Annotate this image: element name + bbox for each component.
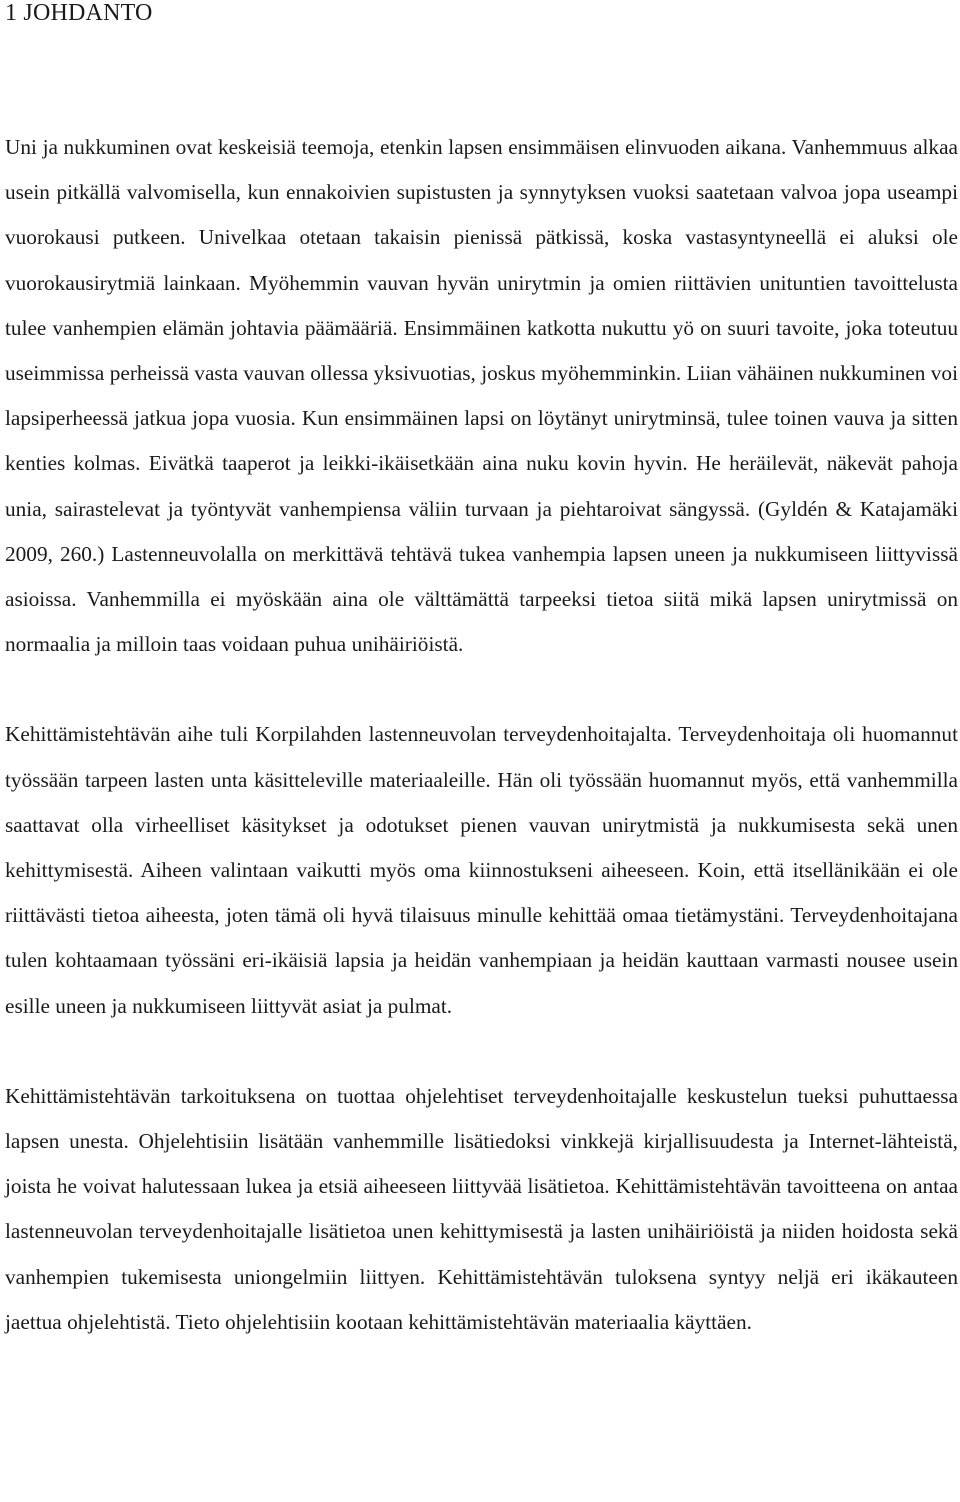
paragraph-introduction: Uni ja nukkuminen ovat keskeisiä teemoja, etenkin lapsen ensimmäisen elinvuoden aikana. Vanhemmuus alkaa usein pitkällä valvomisella, kun ennakoivien supistusten ja synnytyksen vuoksi saatetaan valvoa jopa useampi vuorokausi putkeen. Univelkaa otetaan takaisin pienissä pätkissä, koska vastasyntyneellä ei aluksi ole vuorokausirytmiä lainkaan. Myöhemmin vauvan hyvän unirytmin ja omien riittävien unituntien tavoittelusta tulee vanhempien elämän johtavia päämääriä. Ensimmäinen katkotta nukuttu yö on suuri tavoite, joka toteutuu useimmissa perheissä vasta vauvan ollessa yksivuotias, joskus myöhemminkin. Liian vähäinen nukkuminen voi lapsiperheessä jatkua jopa vuosia. Kun ensimmäinen lapsi on löytänyt unirytminsä, tulee toinen vauva ja sitten kenties kolmas. Eivätkä taaperot ja leikki-ikäisetkään aina nuku kovin hyvin. He heräilevät, näkevät pahoja unia, sairastelevat ja työntyvät vanhempiensa väliin turvaan ja piehtaroivat sängyssä. (Gyldén & Katajamäki 2009, 260.) Lastenneuvolalla on merkittävä tehtävä tukea vanhempia lapsen uneen ja nukkumiseen liittyvissä asioissa. Vanhemmilla ei myöskään aina ole välttämättä tarpeeksi tietoa siitä mikä lapsen unirytmissä on normaalia ja milloin taas voidaan puhua unihäiriöistä. [5,135,958,657]
paragraph-purpose: Kehittämistehtävän tarkoituksena on tuottaa ohjelehtiset terveydenhoitajalle keskustelun tueksi puhuttaessa lapsen unesta. Ohjelehtisiin lisätään vanhemmille lisätiedoksi vinkkejä kirjallisuudesta ja Internet-lähteistä, joista he voivat halutessaan lukea ja etsiä aiheeseen liittyvää lisätietoa. Kehittämistehtävän tavoitteena on antaa lastenneuvolan terveydenhoitajalle lisätietoa unen kehittymisestä ja lasten unihäiriöistä ja niiden hoidosta sekä vanhempien tukemisesta uniongelmiin liittyen. Kehittämistehtävän tuloksena syntyy neljä eri ikäkauteen jaettua ohjelehtistä. Tieto ohjelehtisiin kootaan kehittämistehtävän materiaalia käyttäen. [5,1083,958,1334]
document-page [5,0,958,1345]
chapter-heading: 1 JOHDANTO [5,0,153,26]
paragraph-topic-origin: Kehittämistehtävän aihe tuli Korpilahden lastenneuvolan terveydenhoitajalta. Terveydenhoitaja oli huomannut työssään tarpeen lasten unta käsitteleville materiaaleille. Hän oli työssään huomannut myös, että vanhemmilla saattavat olla virheelliset käsitykset ja odotukset pienen vauvan unirytmistä ja nukkumisesta sekä unen kehittymisestä. Aiheen valintaan vaikutti myös oma kiinnostukseni aiheeseen. Koin, että itsellänikään ei ole riittävästi tietoa aiheesta, joten tämä oli hyvä tilaisuus minulle kehittää omaa tietämystäni. Terveydenhoitajana tulen kohtaamaan työssäni eri-ikäisiä lapsia ja heidän vanhempiaan ja heidän kauttaan varmasti nousee usein esille uneen ja nukkumiseen liittyvät asiat ja pulmat. [5,722,958,1018]
